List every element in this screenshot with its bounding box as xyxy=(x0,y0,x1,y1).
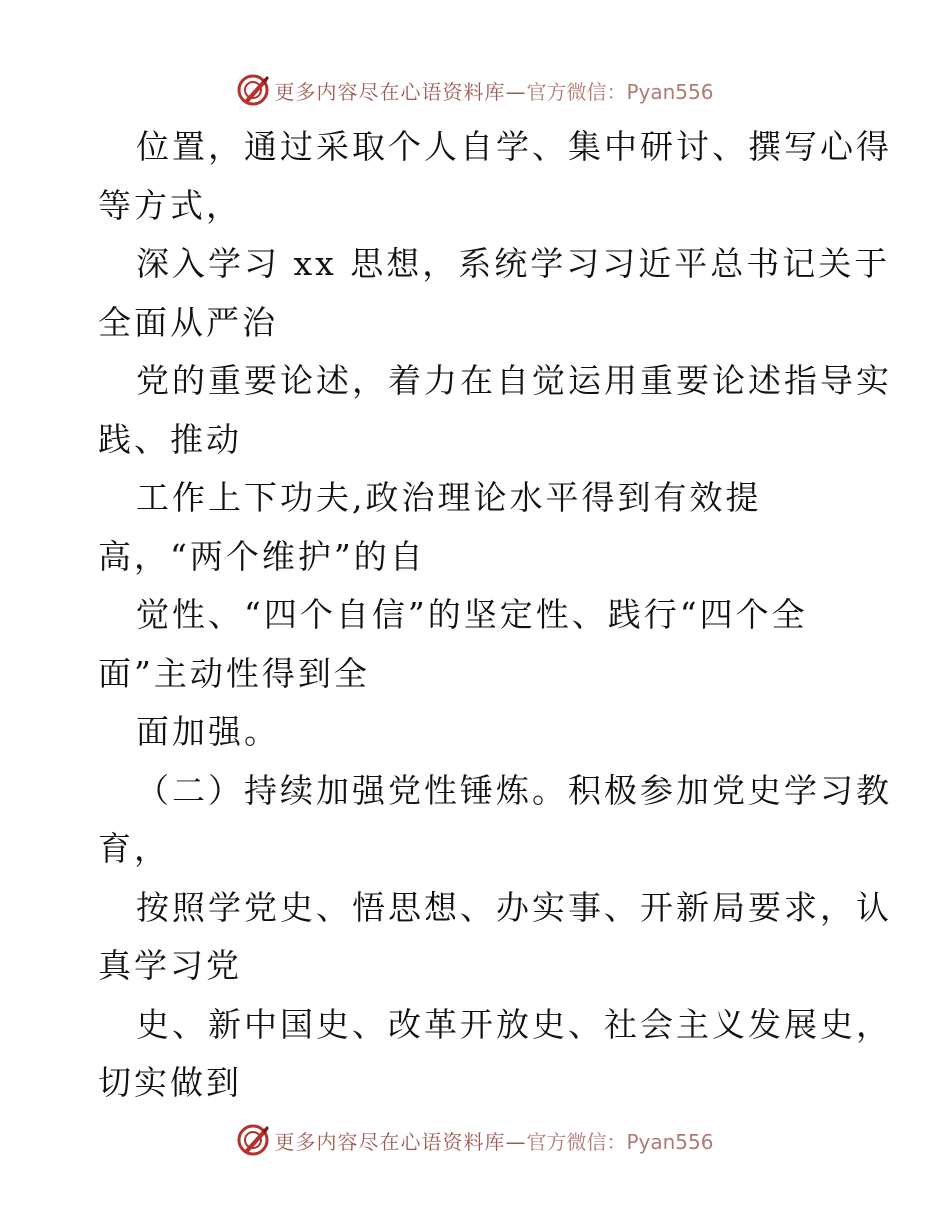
pen-logo-icon xyxy=(236,73,270,107)
banner-text xyxy=(274,76,713,105)
banner-separator: — xyxy=(505,79,527,104)
text-line: 工作上下功夫,政治理论水平得到有效提 xyxy=(136,478,762,517)
text-line: 全面从严治 xyxy=(98,302,278,342)
text-line: 按照学党史、悟思想、办实事、开新局要求，认 xyxy=(136,887,892,927)
text-line: 史、新中国史、改革开放史、社会主义发展史， xyxy=(136,1004,892,1044)
text-line: 深入学习 xx 思想，系统学习习近平总书记关于 xyxy=(136,244,891,283)
text-line: 面”主动性得到全 xyxy=(98,653,370,693)
text-line: 面加强。 xyxy=(136,712,280,751)
text-line: 觉性、“四个自信”的坚定性、践行“四个全 xyxy=(136,595,808,634)
text-line: 育， xyxy=(98,829,170,868)
header-banner xyxy=(0,70,950,110)
text-line: 高，“两个维护”的自 xyxy=(98,536,426,576)
banner-site-text: 更多内容尽在心语资料库 xyxy=(274,79,506,104)
section-heading-line: （二）持续加强党性锤炼。积极参加党史学习教 xyxy=(136,770,892,810)
banner-wechat-text: 官方微信：Pyan556 xyxy=(526,1129,714,1154)
text-line: 位置，通过采取个人自学、集中研讨、撰写心得 xyxy=(136,127,892,166)
banner-text xyxy=(274,1126,713,1155)
text-line: 切实做到 xyxy=(98,1063,242,1102)
banner-wechat-text: 官方微信：Pyan556 xyxy=(526,79,714,104)
banner-separator: — xyxy=(505,1129,527,1154)
text-line: 践、推动 xyxy=(98,419,242,459)
footer-banner xyxy=(0,1120,950,1160)
text-line: 等方式， xyxy=(98,185,242,225)
banner-site-text: 更多内容尽在心语资料库 xyxy=(274,1129,506,1154)
document-body xyxy=(98,118,892,1113)
text-line: 党的重要论述，着力在自觉运用重要论述指导实 xyxy=(136,361,892,400)
pen-logo-icon xyxy=(236,1123,270,1157)
text-line: 真学习党 xyxy=(98,946,242,985)
